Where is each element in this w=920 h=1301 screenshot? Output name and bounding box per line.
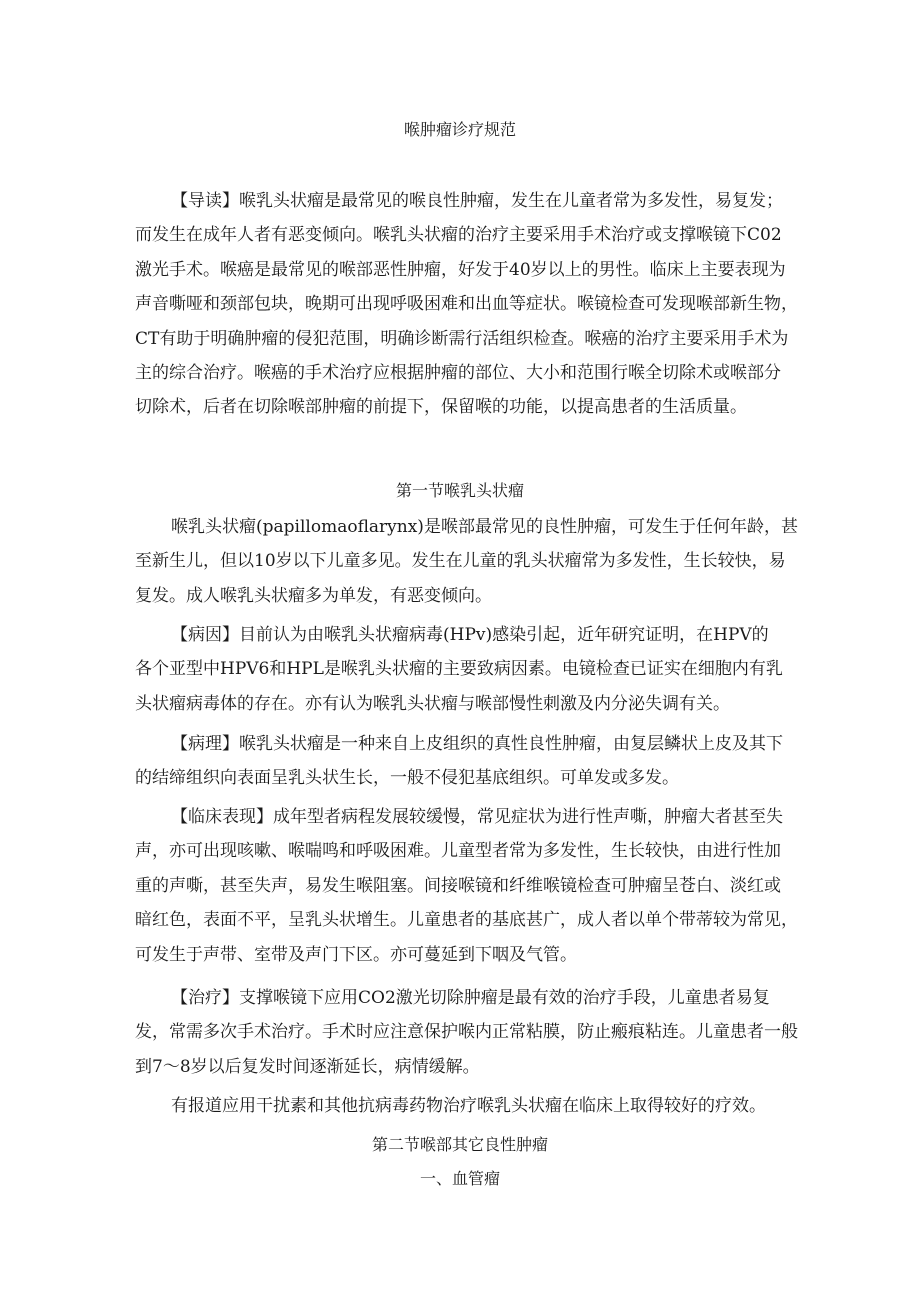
report-paragraph xyxy=(135,1089,791,1123)
intro-line: 喉乳头状瘤(papillomaoflarynx)是喉部最常见的良性肿瘤，可发生于任何年龄，甚 xyxy=(171,517,798,537)
report-line: 有报道应用干扰素和其他抗病毒药物治疗喉乳头状瘤在临床上取得较好的疗效。 xyxy=(171,1096,766,1116)
document-title: 喉肿瘤诊疗规范 xyxy=(403,120,516,139)
intro-line: 复发。成人喉乳头状瘤多为单发，有恶变倾向。 xyxy=(135,585,492,606)
etiology-paragraph xyxy=(135,618,791,721)
section1-title: 第一节喉乳头状瘤 xyxy=(395,481,524,500)
guide-line: 激光手术。喉癌是最常见的喉部恶性肿瘤，好发于40岁以上的男性。临床上主要表现为 xyxy=(135,259,786,280)
clinical-line: 声，亦可出现咳嗽、喉喘鸣和呼吸困难。儿童型者常为多发性，生长较快，由进行性加 xyxy=(135,841,781,862)
guide-line: CT有助于明确肿瘤的侵犯范围，明确诊断需行活组织检查。喉癌的治疗主要采用手术为 xyxy=(135,328,789,349)
subsection-title: 一、血管瘤 xyxy=(419,1169,500,1188)
treatment-paragraph xyxy=(135,981,798,1084)
guide-line: 而发生在成年人者有恶变倾向。喉乳头状瘤的治疗主要采用手术治疗或支撑喉镜下C02 xyxy=(135,225,782,246)
intro-paragraph xyxy=(135,510,798,613)
etiology-line: 各个亚型中HPV6和HPL是喉乳头状瘤的主要致病因素。电镜检查已证实在细胞内有乳 xyxy=(135,659,783,680)
guide-line: 主的综合治疗。喉癌的手术治疗应根据肿瘤的部位、大小和范围行喉全切除术或喉部分 xyxy=(135,363,781,384)
guide-paragraph xyxy=(135,184,798,425)
pathology-line: 【病理】喉乳头状瘤是一种来自上皮组织的真性良性肿瘤，由复层鳞状上皮及其下 xyxy=(171,734,783,754)
guide-line: 声音嘶哑和颈部包块，晚期可出现呼吸困难和出血等症状。喉镜检查可发现喉部新生物， xyxy=(135,294,798,315)
etiology-line: 【病因】目前认为由喉乳头状瘤病毒(HPv)感染引起，近年研究证明，在HPV的 xyxy=(171,625,769,645)
guide-line: 切除术，后者在切除喉部肿瘤的前提下，保留喉的功能，以提高患者的生活质量。 xyxy=(135,397,747,418)
pathology-paragraph xyxy=(135,727,791,796)
clinical-line: 暗红色，表面不平，呈乳头状增生。儿童患者的基底甚广，成人者以单个带蒂较为常见， xyxy=(135,910,798,931)
guide-line: 【导读】喉乳头状瘤是最常见的喉良性肿瘤，发生在儿童者常为多发性，易复发； xyxy=(171,191,783,211)
pathology-line: 的结缔组织向表面呈乳头状生长，一般不侵犯基底组织。可单发或多发。 xyxy=(135,768,679,789)
treatment-line: 到7～8岁以后复发时间逐渐延长，病情缓解。 xyxy=(135,1056,480,1077)
intro-line: 至新生儿，但以10岁以下儿童多见。发生在儿童的乳头状瘤常为多发性，生长较快，易 xyxy=(135,551,786,572)
clinical-paragraph xyxy=(135,800,798,972)
treatment-line: 【治疗】支撑喉镜下应用CO2激光切除肿瘤是最有效的治疗手段，儿童患者易复 xyxy=(171,988,770,1008)
clinical-line: 重的声嘶，甚至失声，易发生喉阻塞。间接喉镜和纤维喉镜检查可肿瘤呈苍白、淡红或 xyxy=(135,875,781,896)
section2-title: 第二节喉部其它良性肿瘤 xyxy=(371,1135,548,1154)
clinical-line: 可发生于声带、室带及声门下区。亦可蔓延到下咽及气管。 xyxy=(135,944,577,965)
clinical-line: 【临床表现】成年型者病程发展较缓慢，常见症状为进行性声嘶，肿瘤大者甚至失 xyxy=(171,807,783,827)
treatment-line: 发，常需多次手术治疗。手术时应注意保护喉内正常粘膜，防止瘢痕粘连。儿童患者一般 xyxy=(135,1022,798,1043)
etiology-line: 头状瘤病毒体的存在。亦有认为喉乳头状瘤与喉部慢性刺激及内分泌失调有关。 xyxy=(135,693,730,714)
